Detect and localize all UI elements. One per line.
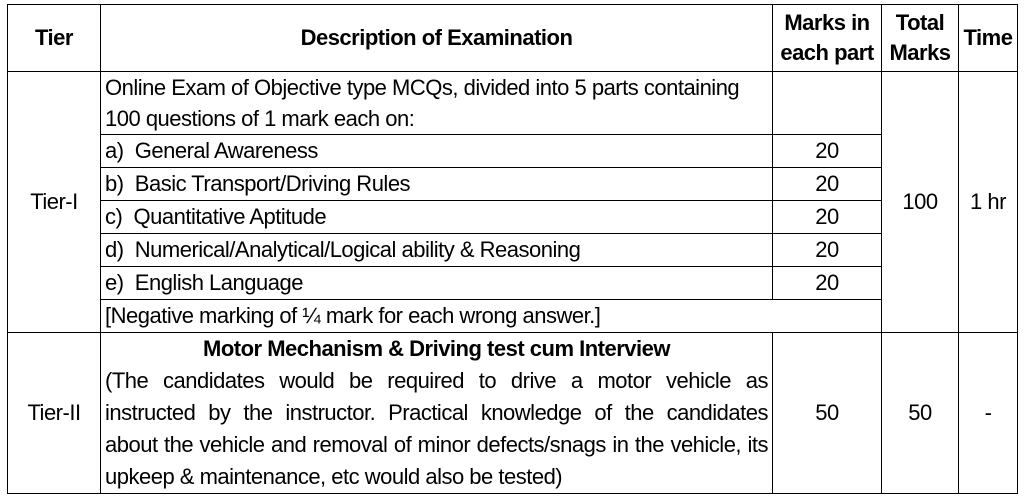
tier2-label: Tier-II: [8, 333, 101, 494]
header-row: [8, 5, 1018, 72]
tier1-part-marks: 20: [773, 267, 882, 300]
header-total-marks: Total Marks: [882, 5, 959, 72]
tier1-note-row: [8, 300, 1018, 333]
tier1-intro: Online Exam of Objective type MCQs, divided into 5 parts containing 100 questions of 1 mark each on:: [101, 72, 773, 135]
tier1-part-marks: 20: [773, 201, 882, 234]
tier1-time: 1 hr: [959, 72, 1018, 333]
header-description: Description of Examination: [101, 5, 773, 72]
table-row: [8, 201, 1018, 234]
tier1-part-label: a) General Awareness: [101, 135, 773, 168]
examination-table: [7, 4, 1018, 494]
tier1-negative-marking-note: [Negative marking of ¼ mark for each wrong answer.]: [101, 300, 882, 333]
header-tier: Tier: [8, 5, 101, 72]
header-marks-each-part: Marks in each part: [773, 5, 882, 72]
tier2-total-marks: 50: [882, 333, 959, 494]
tier1-intro-marks-empty: [773, 72, 882, 135]
tier1-part-label: d) Numerical/Analytical/Logical ability & Reasoning: [101, 234, 773, 267]
tier1-part-marks: 20: [773, 168, 882, 201]
tier2-title: Motor Mechanism & Driving test cum Interview: [203, 336, 670, 361]
table-row: [8, 267, 1018, 300]
tier2-marks-each-part: 50: [773, 333, 882, 494]
tier2-body: (The candidates would be required to drive a motor vehicle as instructed by the instructor. Practical knowledge of the candidates about the vehicle and removal of minor defects/snags in the vehicle, its upkeep & maintenance, etc would also be tested): [105, 368, 768, 489]
tier1-total-marks: 100: [882, 72, 959, 333]
tier2-time: -: [959, 333, 1018, 494]
header-time: Time: [959, 5, 1018, 72]
tier1-label: Tier-I: [8, 72, 101, 333]
tier1-part-marks: 20: [773, 135, 882, 168]
table-row: [8, 168, 1018, 201]
tier2-row: [8, 333, 1018, 494]
table-row: [8, 135, 1018, 168]
tier1-intro-row: [8, 72, 1018, 135]
tier2-description: [101, 333, 773, 494]
tier1-part-label: b) Basic Transport/Driving Rules: [101, 168, 773, 201]
tier1-part-label: e) English Language: [101, 267, 773, 300]
tier1-part-label: c) Quantitative Aptitude: [101, 201, 773, 234]
tier1-part-marks: 20: [773, 234, 882, 267]
table-row: [8, 234, 1018, 267]
